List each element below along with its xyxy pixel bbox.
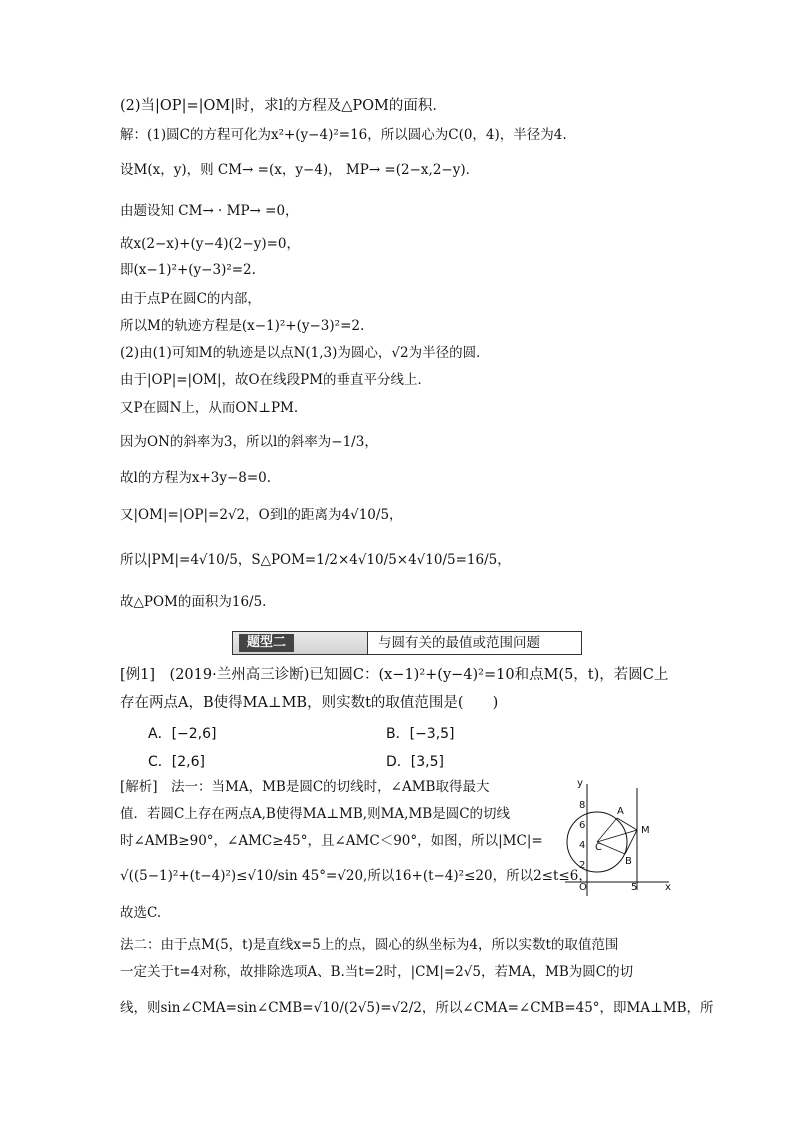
label-x: x [665,882,671,893]
section-title: 与圆有关的最值或范围问题 [378,635,540,651]
analysis-line: 法二：由于点M(5，t)是直线x=5上的点，圆心的纵坐标为4，所以实数t的取值范围 [120,937,619,953]
analysis-line: 线，则sin∠CMA=sin∠CMB=√10/(2√5)=√2/2，所以∠CMA=∠CMB=45°，即MA⊥MB，所 [120,1000,714,1016]
analysis-line: [解析] 法一：当MA，MB是圆C的切线时，∠AMB取得最大 [120,779,490,795]
solution-line: 又|OM|=|OP|=2√2，O到l的距离为4√10/5， [120,507,403,523]
solution-line: (2)由(1)可知M的轨迹是以点N(1,3)为圆心，√2为半径的圆． [120,345,490,361]
label-eight: 8 [579,800,586,811]
option-b: B．[−3,5] [386,726,455,742]
analysis-line: 值．若圆C上存在两点A,B使得MA⊥MB,则MA,MB是圆C的切线 [120,806,511,822]
label-five: 5 [631,882,638,893]
section-banner [232,631,582,655]
segment-cm [597,830,637,842]
analysis-line: 一定关于t=4对称，故排除选项A、B.当t=2时，|CM|=2√5，若MA，MB为圆C的切 [120,964,634,980]
solution-line: 即(x−1)²+(y−3)²=2. [120,262,256,278]
label-six: 6 [579,820,586,831]
option-c: C．[2,6] [148,754,205,770]
label-o: O [579,882,587,893]
section-tag: 题型二 [233,632,368,654]
analysis-line: 故选C. [120,905,162,921]
question-part2: (2)当|OP|=|OM|时，求l的方程及△POM的面积． [120,98,447,114]
label-c: C [595,842,602,853]
option-d: D．[3,5] [386,754,444,770]
label-b: B [625,856,632,867]
solution-line: 由题设知 CM→ · MP→ =0， [120,203,299,219]
example-line: [例1] (2019·兰州高三诊断)已知圆C：(x−1)²+(y−4)²=10和点M(5，t)，若圆C上 [120,667,669,683]
solution-line: 由于点P在圆C的内部， [120,291,261,307]
solution-line: 故l的方程为x+3y−8=0. [120,470,272,486]
solution-line: 故△POM的面积为16/5. [120,594,267,610]
label-y: y [577,778,583,789]
solution-line: 因为ON的斜率为3，所以l的斜率为−1/3， [120,434,378,450]
solution-line: 所以M的轨迹方程是(x−1)²+(y−3)²=2. [120,318,365,334]
solution-line: 所以|PM|=4√10/5，S△POM=1/2×4√10/5×4√10/5=16/5， [120,552,511,568]
circle-tangent-figure [565,778,675,896]
figure-svg [565,778,675,896]
analysis-line: 时∠AMB≥90°，∠AMC≥45°，且∠AMC＜90°，如图，所以|MC|= [120,833,543,849]
label-four: 4 [579,840,586,851]
label-two: 2 [579,860,586,871]
option-a: A．[−2,6] [148,726,217,742]
tangent-ma [617,818,637,830]
label-m: M [641,825,650,836]
solution-line: 由于|OP|=|OM|，故O在线段PM的垂直平分线上． [120,372,432,388]
example-line: 存在两点A，B使得MA⊥MB，则实数t的取值范围是( ) [120,695,499,711]
analysis-line: √((5−1)²+(t−4)²)≤√10/sin 45°=√20,所以16+(t−4)²≤20，所以2≤t≤6， [120,868,592,884]
solution-line: 解：(1)圆C的方程可化为x²+(y−4)²=16，所以圆心为C(0，4)，半径为4. [120,127,567,143]
label-a: A [617,806,624,817]
solution-line: 故x(2−x)+(y−4)(2−y)=0， [120,236,300,252]
radius-ca [597,818,617,842]
solution-line: 又P在圆N上，从而ON⊥PM. [120,400,299,416]
solution-line: 设M(x，y)，则 CM→ =(x，y−4)， MP→ =(2−x,2−y)． [120,162,480,178]
